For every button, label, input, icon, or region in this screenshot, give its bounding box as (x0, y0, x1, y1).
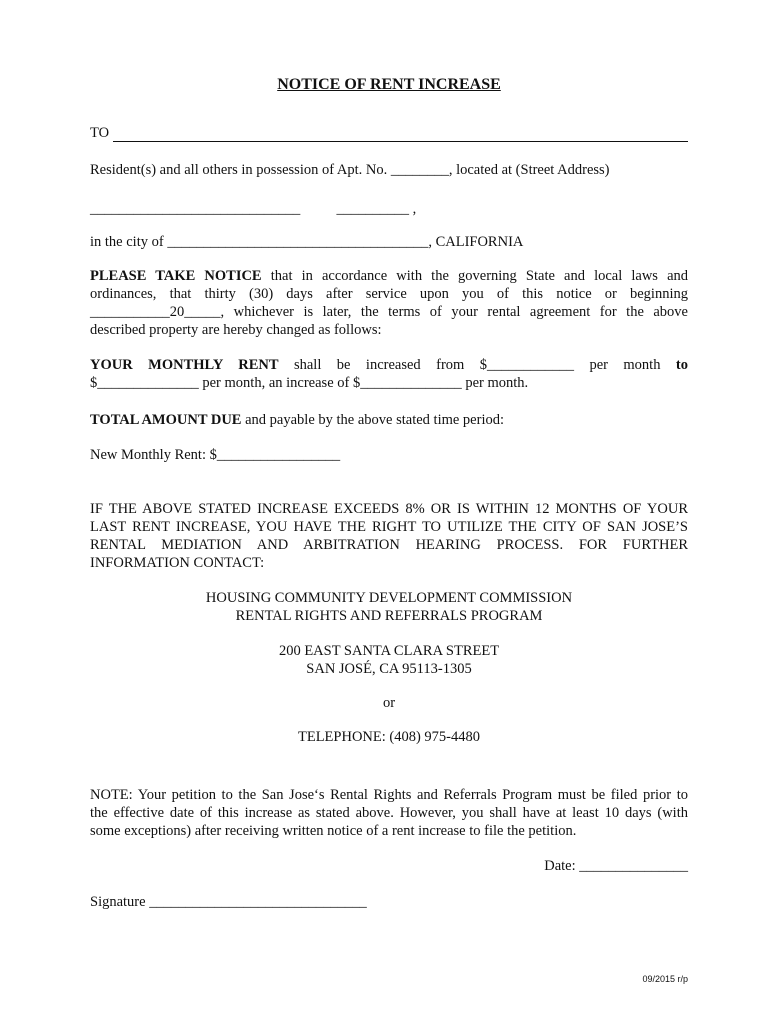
rent-paragraph (90, 356, 688, 392)
warning-line-2: LAST RENT INCREASE, YOU HAVE THE RIGHT TO UTILIZE THE CITY OF SAN JOSE’S (90, 519, 688, 535)
notice-line-4: described property are hereby changed as follows: (90, 322, 382, 338)
new-rent-line: New Monthly Rent: $_________________ (90, 447, 341, 463)
form-code: 09/2015 r/p (642, 974, 688, 984)
warning-line-3: RENTAL MEDIATION AND ARBITRATION HEARING PROCESS. FOR FURTHER (90, 537, 688, 553)
total-line: TOTAL AMOUNT DUE and payable by the above stated time period: (90, 412, 505, 428)
contact-street: 200 EAST SANTA CLARA STREET (278, 643, 500, 659)
residents-line: Resident(s) and all others in possession of Apt. No. ________, located at (Street Address) (90, 162, 610, 178)
rent-line-2: $______________ per month, an increase of $______________ per month. (90, 375, 529, 391)
address-blank-line: _____________________________ __________ , (90, 201, 417, 217)
rent-line-1: YOUR MONTHLY RENT shall be increased from $____________ per month to (90, 357, 688, 373)
signature-line: Signature ______________________________ (90, 894, 367, 910)
document-title: NOTICE OF RENT INCREASE (277, 76, 501, 93)
notice-line-1: PLEASE TAKE NOTICE that in accordance with the governing State and local laws and (90, 268, 689, 284)
notice-line-3: ___________20_____, whichever is later, the terms of your rental agreement for the above (90, 304, 688, 320)
rent-lead: YOUR MONTHLY RENT (90, 357, 279, 373)
to-line (90, 124, 688, 142)
warning-line-4: INFORMATION CONTACT: (90, 555, 265, 571)
note-line-2: the effective date of this increase as stated above. However, you shall have at least 10 days (with (90, 805, 688, 821)
note-line-1: NOTE: Your petition to the San Jose‘s Rental Rights and Referrals Program must be filed prior to (90, 787, 688, 803)
contact-or: or (382, 695, 396, 711)
warning-line-1: IF THE ABOVE STATED INCREASE EXCEEDS 8% OR IS WITHIN 12 MONTHS OF YOUR (90, 501, 688, 517)
notice-lead: PLEASE TAKE NOTICE (90, 268, 262, 284)
warning-paragraph (90, 500, 688, 572)
city-line: in the city of ____________________________________, CALIFORNIA (90, 234, 524, 250)
notice-paragraph (90, 267, 688, 339)
contact-telephone: TELEPHONE: (408) 975-4480 (297, 729, 481, 745)
to-label: TO (90, 125, 110, 141)
total-lead: TOTAL AMOUNT DUE (90, 412, 242, 428)
date-line: Date: _______________ (544, 858, 688, 874)
contact-city: SAN JOSÉ, CA 95113-1305 (306, 661, 472, 677)
contact-org-2: RENTAL RIGHTS AND REFERRALS PROGRAM (235, 608, 543, 624)
contact-org-1: HOUSING COMMUNITY DEVELOPMENT COMMISSION (205, 590, 573, 606)
note-paragraph (90, 786, 688, 840)
notice-line-2: ordinances, that thirty (30) days after service upon you of this notice or beginning (90, 286, 688, 302)
note-line-3: some exceptions) after receiving written notice of a rent increase to file the petition. (90, 823, 577, 839)
to-blank[interactable] (113, 127, 688, 142)
